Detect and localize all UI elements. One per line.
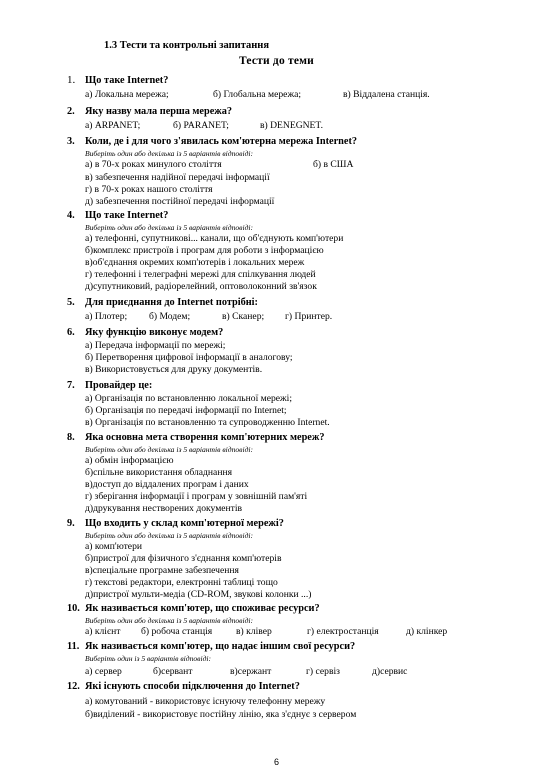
answer-option: б) Модем;: [149, 310, 191, 322]
question-number: 9.: [67, 518, 75, 529]
answer-option: в)спеціальне програмне забезпечення: [85, 565, 239, 576]
answer-option: в)доступ до віддалених програм і даних: [85, 479, 249, 490]
instruction-hint: Виберіть один або декілька із 5 варіантів відповіді:: [85, 149, 254, 158]
answer-option: б) PARANET;: [173, 119, 229, 131]
question-text: Як називається комп'ютер, що споживає ресурси?: [85, 603, 320, 614]
question-5: [67, 295, 507, 324]
answer-option: в)сержант: [230, 665, 272, 677]
question-11: [67, 639, 507, 679]
answer-option: а) ARPANET;: [85, 119, 141, 131]
instruction-hint: Виберіть один або декілька із 5 варіантів відповіді:: [85, 616, 254, 625]
answer-option: д)сервис: [372, 665, 408, 677]
question-number: 6.: [67, 327, 75, 338]
answer-option: г) електростанція: [307, 626, 379, 637]
answer-option: б)виділений - використовує постійну лінію, яка з'єднує з сервером: [85, 709, 357, 720]
answer-option: б)спільне використання обладнання: [85, 467, 232, 478]
question-text: Як називається комп'ютер, що надає іншим свої ресурси?: [85, 640, 356, 652]
question-7: [67, 378, 507, 429]
question-number: 11.: [67, 640, 80, 652]
answer-option: а) клієнт: [85, 626, 121, 637]
question-number: 10.: [67, 603, 80, 614]
question-text: Яка основна мета створення комп'ютерних мереж?: [85, 432, 325, 443]
answer-option: в) забезпечення надійної передачі інформації: [85, 171, 270, 183]
answer-option: д) клінкер: [406, 626, 448, 637]
answer-option: г) зберігання інформації і програм у зовнішній пам'яті: [85, 491, 308, 502]
question-text: Для приєднання до Internet потрібні:: [85, 296, 258, 308]
answer-option: в) Віддалена станція.: [343, 89, 430, 100]
answer-option: в) Використовується для друку документів.: [85, 364, 263, 375]
answer-option: в)об'єднання окремих комп'ютерів і локальних мереж: [85, 256, 305, 268]
question-text: Яку назву мала перша мережа?: [85, 105, 233, 117]
question-text: Які існують способи підключення до Internet?: [85, 681, 300, 692]
question-text: Що таке Internet?: [85, 209, 169, 221]
instruction-hint: Виберіть один або декілька із 5 варіантів відповіді:: [85, 445, 254, 454]
answer-option: д) забезпечення постійної передачі інформації: [85, 195, 275, 207]
question-12: [67, 679, 507, 721]
answer-option: г) телефонні і телеграфні мережі для спілкування людей: [85, 268, 316, 280]
question-text: Яку функцію виконує модем?: [85, 327, 224, 338]
answer-option: а) обмін інформацією: [85, 455, 174, 466]
answer-option: а) Плотер;: [85, 310, 128, 322]
answer-option: г) текстові редактори, електронні таблиці тощо: [85, 577, 278, 588]
instruction-hint: Виберіть один або декілька із 5 варіантів відповіді:: [85, 531, 254, 540]
answer-option: б) Організація по передачі інформації по Internet;: [85, 405, 287, 416]
answer-option: а) сервер: [85, 665, 122, 677]
question-number: 1.: [67, 74, 76, 86]
answer-option: в) Сканер;: [222, 310, 265, 322]
question-text: Що входить у склад комп'ютерної мережі?: [85, 518, 284, 529]
answer-option: б) Перетворення цифрової інформації в аналогову;: [85, 352, 293, 363]
answer-option: б) Глобальна мережа;: [213, 89, 301, 100]
answer-option: а) Організація по встановленню локальної мережі;: [85, 393, 293, 404]
question-1: [67, 73, 507, 102]
question-6: [67, 325, 507, 376]
question-number: 2.: [67, 105, 75, 117]
page-subtitle: Тести до теми: [239, 55, 314, 67]
question-9: [67, 516, 507, 601]
question-3: [67, 134, 507, 208]
answer-option: в) DENEGNET.: [260, 119, 323, 131]
answer-option: г) сервіз: [306, 665, 340, 677]
answer-option: в) клівер: [236, 626, 272, 637]
answer-option: б) в США: [313, 159, 354, 170]
answer-option: а) Передача інформації по мережі;: [85, 340, 226, 351]
answer-option: а) в 70-х роках минулого століття: [85, 159, 222, 170]
question-8: [67, 430, 507, 515]
answer-option: д)друкування нестворених документів: [85, 503, 243, 514]
answer-option: б)сервант: [153, 665, 193, 677]
question-4: [67, 208, 507, 293]
question-2: [67, 104, 507, 133]
question-number: 5.: [67, 296, 75, 308]
answer-option: г) в 70-х роках нашого століття: [85, 183, 213, 195]
question-number: 3.: [67, 136, 75, 147]
page-number: 6: [273, 757, 279, 767]
question-number: 12.: [67, 681, 80, 692]
answer-option: а) комп'ютери: [85, 541, 142, 552]
answer-option: б) робоча станція: [141, 626, 213, 637]
answer-option: д)пристрої мульти-медіа (CD-ROM, звукові колонки ...): [85, 589, 312, 600]
instruction-hint: Виберіть один або декілька із 5 варіантів відповіді:: [85, 222, 254, 232]
answer-option: в) Організація по встановленню та супроводженню Internet.: [85, 417, 330, 428]
question-number: 8.: [67, 432, 75, 443]
section-title: 1.3 Тести та контрольні запитання: [104, 40, 270, 51]
question-text: Провайдер це:: [85, 380, 153, 391]
answer-option: б)комплекс пристроїв і програм для роботи з інформацією: [85, 244, 324, 256]
question-text: Що таке Internet?: [85, 75, 169, 86]
answer-option: а) комутований - використовує існуючу телефонну мережу: [85, 696, 326, 707]
question-text: Коли, де і для чого з'явилась ком'ютерна мережа Internet?: [85, 136, 358, 147]
question-10: [67, 601, 507, 639]
question-list: [67, 73, 507, 721]
answer-option: г) Принтер.: [285, 310, 333, 322]
answer-option: а) Локальна мережа;: [85, 89, 169, 100]
instruction-hint: Виберіть один із 5 варіантів відповіді:: [85, 653, 212, 663]
answer-option: б)пристрої для фізичного з'єднання комп'ютерів: [85, 553, 282, 564]
question-number: 7.: [67, 380, 75, 391]
answer-option: д)супутниковий, радіорелейний, оптоволоконний зв'язок: [85, 280, 317, 292]
question-number: 4.: [67, 209, 75, 221]
answer-option: а) телефонні, супутникові... канали, що об'єднують комп'ютери: [85, 232, 344, 244]
